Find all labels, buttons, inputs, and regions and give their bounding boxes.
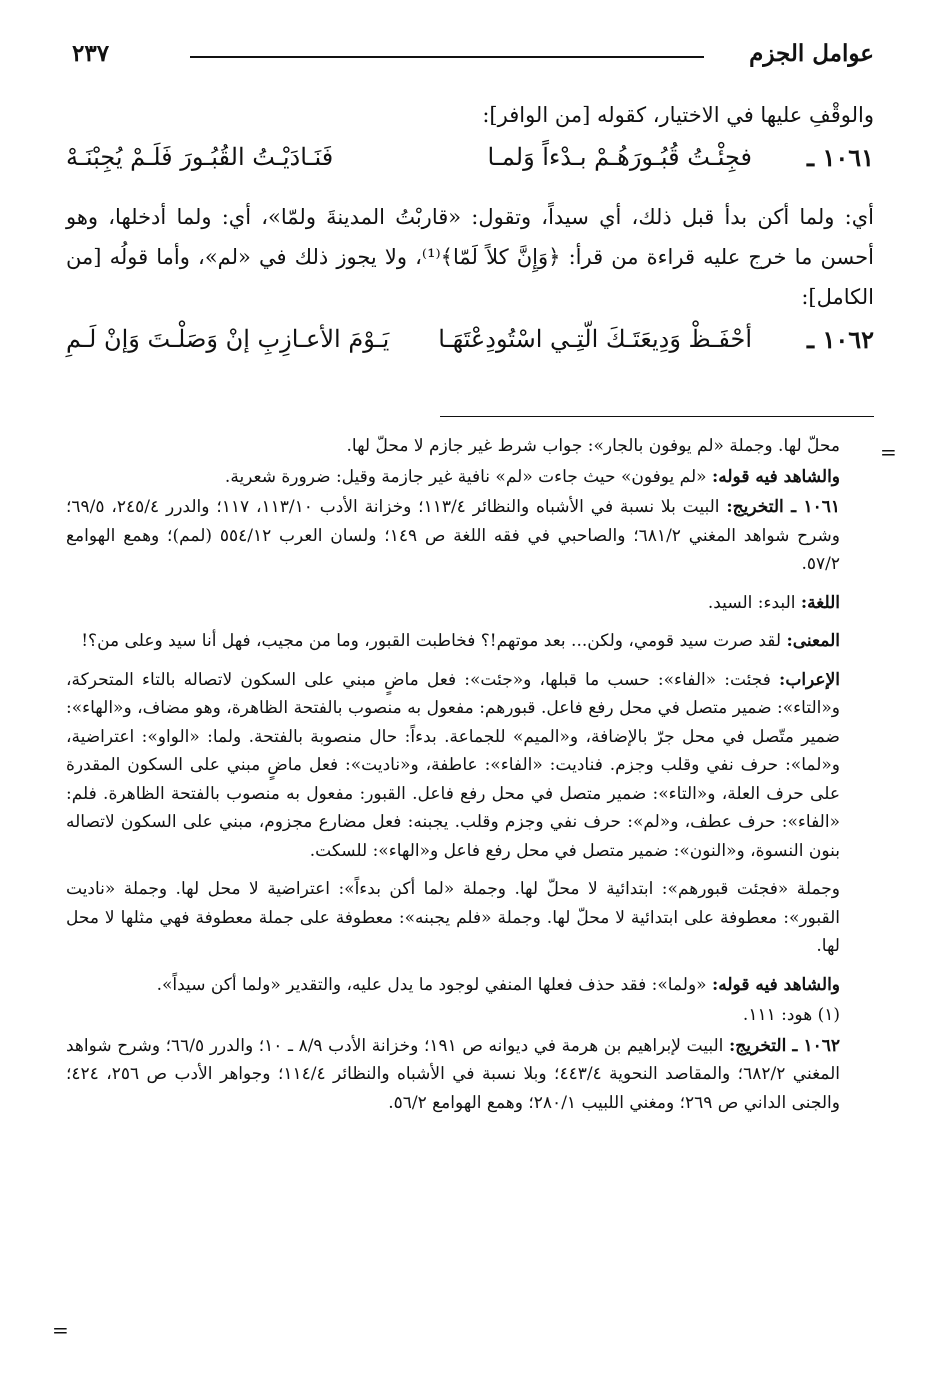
verse-1062 [66,317,874,379]
verse-number: ١٠٦١ ـ [807,143,874,172]
footnote-label: والشاهد فيه قوله: [711,466,840,487]
intro-paragraph: والوقْفِ عليها في الاختيار، كقوله [من الوافر]: [482,103,874,127]
footnote-text: «لم يوفون» حيث جاءت «لم» نافية غير جازمة وقيل: ضرورة شعرية. [224,466,707,487]
footnote-label: والشاهد فيه قوله: [711,974,840,995]
footnote-takhrij-1061 [66,493,840,579]
footnote-text: «ولما»: فقد حذف فعلها المنفي لوجود ما يدل عليه، والتقدير «ولما أكن سيداً». [156,974,707,995]
footnote-text: البيت بلا نسبة في الأشباه والنظائر ١١٣/٤؛ وخزانة الأدب ١١٣/١٠، ١١٧؛ والدرر ٢٤٥/٤، ٦٩/٥؛ وشرح شواهد المغني ٦٨١/٢؛ والصاحبي في فقه اللغة ص ١٤٩؛ ولسان العرب ٥٥٤/١٢ (لمم)؛ وهمع الهوامع ٥٧/٢. [66,497,840,574]
footnote-jumal: وجملة «فجئت قبورهم»: ابتدائية لا محلّ لها. وجملة «لما أكن بدءاً»: اعتراضية لا محل لها. وجملة «ناديت القبور»: معطوفة على ابتدائية لا محلّ لها. وجملة «فلم يجبنه»: معطوفة على جملة معطوفة فهي مثلها لا محل لها. [66,879,840,956]
footnote-maana [66,627,840,656]
verse-hemistich-first: أحْفَـظْ وَدِيعَتَـكَ الّتِـي اسْتُودِعْتَهَـا [438,325,752,353]
footnote-reference: (١) هود: ١١١. [742,1005,840,1025]
continuation-mark: = [880,440,897,464]
footnote-takhrij-1062 [66,1032,840,1118]
header-rule [190,56,704,58]
running-title: عوامل الجزم [749,40,874,67]
footnote-label: اللغة: [800,592,840,613]
body-paragraph: أي: ولما أكن بدأ قبل ذلك، أي سيداً، وتقول: «قاربْتُ المدينةَ ولمّا»، أي: ولما أدخلها، وهو أحسن ما خرج عليه قراءة من قرأ: ﴿وَإِنَّ كلاً لَمّا﴾⁽¹⁾، ولا يجوز ذلك في «لم»، وأما قولُه [من الكامل]: [66,205,874,309]
footnote-shahid [66,463,840,492]
footnote-lugha [66,589,840,618]
verse-hemistich-second: فَنَـادَيْـتُ القُبُـورَ فَلَـمْ يُجِبْنَـهْ [66,143,334,171]
footnote-irab [66,666,840,866]
footnote-continuation: محلّ لها. وجملة «لم يوفون بالجار»: جواب شرط غير جازم لا محلّ لها. [346,436,840,456]
verse-1061 [66,135,874,197]
page-number: ٢٣٧ [72,40,110,67]
footnote-text: البدء: السيد. [707,592,796,613]
footnotes [66,432,840,1119]
verse-number: ١٠٦٢ ـ [807,325,874,354]
footnote-text: فجئت: «الفاء»: حسب ما قبلها، و«جئت»: فعل ماضٍ مبني على السكون لاتصاله بالتاء المتحركة، و«التاء»: ضمير متصل في محل رفع فاعل. قبورهم: مفعول به منصوب بالفتحة الظاهرة، وهو مضاف، و«الهاء»: ضمير متّصل في محل جرّ بالإضافة، و«الميم» للجماعة. بدءاً: حال منصوبة بالفتحة. ولما: «الواو»: اعتراضية، و«لما»: حرف نفي وقلب وجزم. فناديت: «الفاء»: عاطفة، و«ناديت»: فعل ماضٍ مبني على السكون المقدرة على حرف العلة، و«التاء»: ضمير متصل في محل رفع فاعل. القبور: مفعول به منصوب بالفتحة الظاهرة. فلم: «الفاء»: حرف عطف، و«لم»: حرف نفي وجزم وقلب. يجبنه: فعل مضارع مجزوم، مبني على السكون لاتصاله بنون النسوة، و«النون»: ضمير متصل في محل رفع فاعل و«الهاء»: للسكت. [66,669,840,861]
footnote-label: الإعراب: [779,669,840,690]
footnote-text: لقد صرت سيد قومي، ولكن... بعد موتهم!؟ فخاطبت القبور، وما من مجيب، فهل أنا سيد وعلى من؟! [81,631,782,651]
main-text [66,95,874,379]
verse-hemistich-first: فجِئْـتُ قُبُـورَهُـمْ بـدْءاً وَلمـا [487,143,752,171]
footnote-label: ١٠٦٢ ـ التخريج: [728,1035,841,1056]
verse-hemistich-second: يَـوْمَ الأعـازِبِ إنْ وَصَلْـتَ وَإنْ لَـمِ [66,325,390,353]
continuation-mark-bottom: = [52,1318,69,1342]
footnote-label: المعنى: [786,631,840,651]
footnote-shahid-2 [66,971,840,1000]
page-header [62,40,874,76]
footnote-label: ١٠٦١ ـ التخريج: [726,497,841,517]
footnote-text: البيت لإبراهيم بن هرمة في ديوانه ص ١٩١؛ وخزانة الأدب ٨/٩ ـ ١٠؛ والدرر ٦٦/٥؛ وشرح شواهد المغني ٦٨٢/٢؛ والمقاصد النحوية ٤٤٣/٤؛ وبلا نسبة في الأشباه والنظائر ١١٤/٤؛ وجواهر الأدب ص ٢٥٦، ٤٢٤؛ والجنى الداني ص ٢٦٩؛ ومغني اللبيب ٢٨٠/١؛ وهمع الهوامع ٥٦/٢. [66,1035,841,1113]
footnote-separator [440,416,874,417]
